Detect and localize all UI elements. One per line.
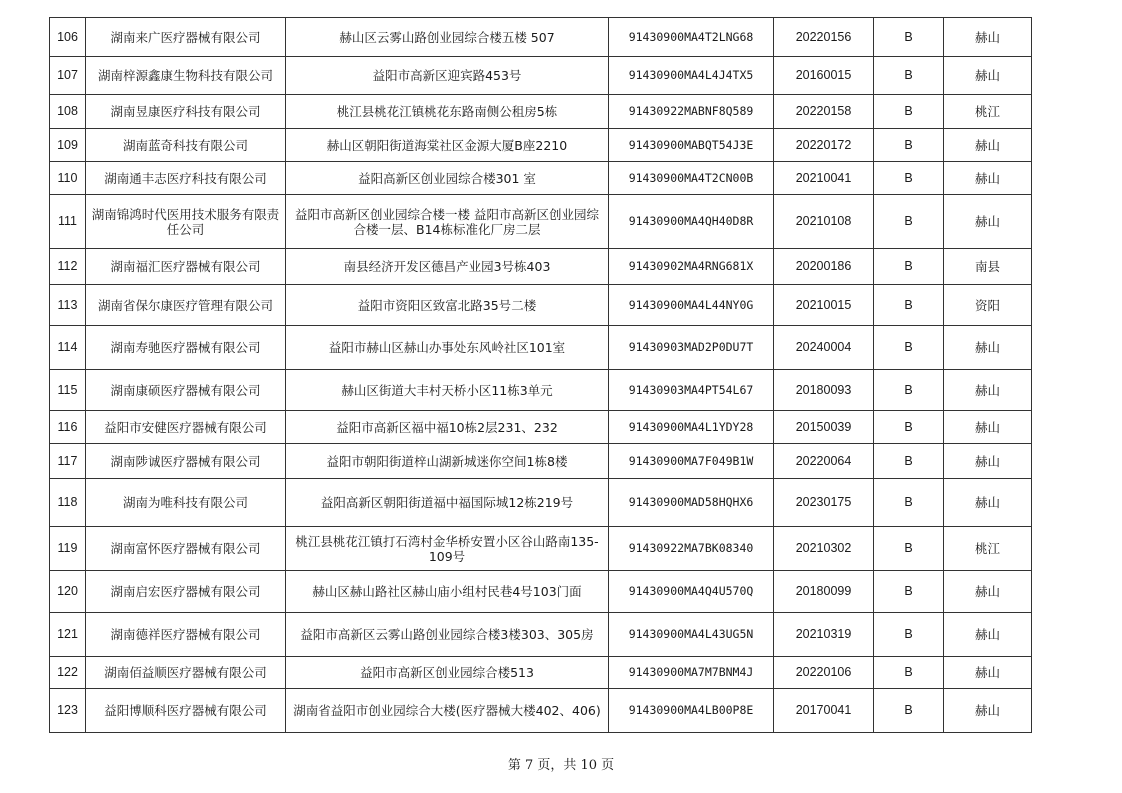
grade: B (874, 285, 944, 326)
row-number: 111 (50, 195, 86, 249)
credit-code: 91430900MA4T2LNG68 (609, 18, 774, 57)
row-number: 110 (50, 162, 86, 195)
row-number: 117 (50, 444, 86, 479)
region: 赫山 (944, 657, 1032, 689)
company-name: 湖南昱康医疗科技有限公司 (86, 95, 286, 129)
row-number: 106 (50, 18, 86, 57)
company-address: 益阳市资阳区致富北路35号二楼 (286, 285, 609, 326)
region: 南县 (944, 249, 1032, 285)
company-name: 湖南德祥医疗器械有限公司 (86, 613, 286, 657)
record-number: 20180099 (774, 571, 874, 613)
company-name: 益阳博顺科医疗器械有限公司 (86, 689, 286, 733)
grade: B (874, 411, 944, 444)
record-number: 20210319 (774, 613, 874, 657)
record-number: 20200186 (774, 249, 874, 285)
credit-code: 91430900MA7F049B1W (609, 444, 774, 479)
record-number: 20150039 (774, 411, 874, 444)
page-number: 第 7 页，共 10 页 (507, 758, 615, 773)
record-number: 20220172 (774, 129, 874, 162)
grade: B (874, 18, 944, 57)
credit-code: 91430922MA7BK08340 (609, 527, 774, 571)
record-number: 20220158 (774, 95, 874, 129)
company-address: 益阳市赫山区赫山办事处东风岭社区101室 (286, 326, 609, 370)
company-address: 赫山区朝阳街道海棠社区金源大厦B座2210 (286, 129, 609, 162)
table-row (50, 444, 1032, 479)
grade: B (874, 95, 944, 129)
record-number: 20170041 (774, 689, 874, 733)
region: 赫山 (944, 479, 1032, 527)
grade: B (874, 370, 944, 411)
company-address: 赫山区街道大丰村天桥小区11栋3单元 (286, 370, 609, 411)
company-address: 益阳市朝阳街道梓山湖新城迷你空间1栋8楼 (286, 444, 609, 479)
table-row (50, 162, 1032, 195)
grade: B (874, 527, 944, 571)
company-name: 湖南为唯科技有限公司 (86, 479, 286, 527)
region: 赫山 (944, 411, 1032, 444)
record-number: 20210302 (774, 527, 874, 571)
region: 赫山 (944, 57, 1032, 95)
region: 赫山 (944, 162, 1032, 195)
company-name: 湖南来广医疗器械有限公司 (86, 18, 286, 57)
company-name: 湖南启宏医疗器械有限公司 (86, 571, 286, 613)
row-number: 118 (50, 479, 86, 527)
table-row (50, 195, 1032, 249)
company-name: 湖南锦鸿时代医用技术服务有限责任公司 (86, 195, 286, 249)
company-address: 益阳市高新区创业园综合楼513 (286, 657, 609, 689)
company-name: 湖南省保尔康医疗管理有限公司 (86, 285, 286, 326)
grade: B (874, 326, 944, 370)
company-name: 湖南佰益顺医疗器械有限公司 (86, 657, 286, 689)
grade: B (874, 162, 944, 195)
region: 赫山 (944, 18, 1032, 57)
row-number: 122 (50, 657, 86, 689)
table-row (50, 479, 1032, 527)
credit-code: 91430900MA4L43UG5N (609, 613, 774, 657)
row-number: 123 (50, 689, 86, 733)
table-row (50, 571, 1032, 613)
record-number: 20160015 (774, 57, 874, 95)
record-number: 20180093 (774, 370, 874, 411)
row-number: 108 (50, 95, 86, 129)
grade: B (874, 613, 944, 657)
company-address: 益阳市高新区创业园综合楼一楼 益阳市高新区创业园综合楼一层、B14栋标准化厂房二层 (286, 195, 609, 249)
company-address: 桃江县桃花江镇桃花东路南侧公租房5栋 (286, 95, 609, 129)
credit-code: 91430900MAD58HQHX6 (609, 479, 774, 527)
credit-code: 91430902MA4RNG681X (609, 249, 774, 285)
company-address: 益阳市高新区云雾山路创业园综合楼3楼303、305房 (286, 613, 609, 657)
company-name: 湖南寿驰医疗器械有限公司 (86, 326, 286, 370)
region: 桃江 (944, 527, 1032, 571)
company-address: 益阳市高新区迎宾路453号 (286, 57, 609, 95)
table-row (50, 689, 1032, 733)
table-row (50, 613, 1032, 657)
credit-code: 91430903MAD2P0DU7T (609, 326, 774, 370)
company-address: 赫山区云雾山路创业园综合楼五楼 507 (286, 18, 609, 57)
company-name: 湖南通丰志医疗科技有限公司 (86, 162, 286, 195)
table-row (50, 411, 1032, 444)
record-number: 20210041 (774, 162, 874, 195)
record-number: 20210108 (774, 195, 874, 249)
table-row (50, 18, 1032, 57)
table-row (50, 657, 1032, 689)
credit-code: 91430900MA7M7BNM4J (609, 657, 774, 689)
grade: B (874, 444, 944, 479)
company-name: 湖南蓝奇科技有限公司 (86, 129, 286, 162)
credit-code: 91430900MA4L4J4TX5 (609, 57, 774, 95)
credit-code: 91430900MA4T2CN00B (609, 162, 774, 195)
credit-code: 91430900MA4Q4U570Q (609, 571, 774, 613)
credit-code: 91430900MA4L1YDY28 (609, 411, 774, 444)
region: 赫山 (944, 129, 1032, 162)
row-number: 116 (50, 411, 86, 444)
company-name: 湖南陟诚医疗器械有限公司 (86, 444, 286, 479)
table-row (50, 249, 1032, 285)
table-row (50, 57, 1032, 95)
record-number: 20230175 (774, 479, 874, 527)
row-number: 114 (50, 326, 86, 370)
table-row (50, 285, 1032, 326)
credit-code: 91430903MA4PT54L67 (609, 370, 774, 411)
row-number: 115 (50, 370, 86, 411)
row-number: 109 (50, 129, 86, 162)
record-number: 20210015 (774, 285, 874, 326)
grade: B (874, 195, 944, 249)
region: 赫山 (944, 195, 1032, 249)
credit-code: 91430900MA4QH40D8R (609, 195, 774, 249)
company-address: 桃江县桃花江镇打石湾村金华桥安置小区谷山路南135-109号 (286, 527, 609, 571)
region: 赫山 (944, 370, 1032, 411)
region: 赫山 (944, 571, 1032, 613)
enterprise-table (49, 17, 1032, 733)
grade: B (874, 129, 944, 162)
company-name: 湖南梓源鑫康生物科技有限公司 (86, 57, 286, 95)
region: 资阳 (944, 285, 1032, 326)
row-number: 107 (50, 57, 86, 95)
region: 赫山 (944, 444, 1032, 479)
company-name: 湖南富怀医疗器械有限公司 (86, 527, 286, 571)
company-address: 益阳高新区朝阳街道福中福国际城12栋219号 (286, 479, 609, 527)
row-number: 120 (50, 571, 86, 613)
table-row (50, 370, 1032, 411)
credit-code: 91430900MA4LB00P8E (609, 689, 774, 733)
row-number: 113 (50, 285, 86, 326)
credit-code: 91430922MABNF8Q589 (609, 95, 774, 129)
table-row (50, 527, 1032, 571)
company-address: 益阳高新区创业园综合楼301 室 (286, 162, 609, 195)
credit-code: 91430900MABQT54J3E (609, 129, 774, 162)
table-row (50, 129, 1032, 162)
grade: B (874, 57, 944, 95)
grade: B (874, 657, 944, 689)
region: 赫山 (944, 326, 1032, 370)
enterprise-table-body (50, 18, 1032, 733)
grade: B (874, 689, 944, 733)
table-row (50, 326, 1032, 370)
company-address: 湖南省益阳市创业园综合大楼(医疗器械大楼402、406) (286, 689, 609, 733)
company-address: 赫山区赫山路社区赫山庙小组村民巷4号103门面 (286, 571, 609, 613)
region: 赫山 (944, 613, 1032, 657)
enterprise-table-container (49, 17, 1031, 733)
company-address: 益阳市高新区福中福10栋2层231、232 (286, 411, 609, 444)
region: 赫山 (944, 689, 1032, 733)
region: 桃江 (944, 95, 1032, 129)
record-number: 20220156 (774, 18, 874, 57)
record-number: 20220064 (774, 444, 874, 479)
row-number: 112 (50, 249, 86, 285)
grade: B (874, 479, 944, 527)
record-number: 20220106 (774, 657, 874, 689)
row-number: 121 (50, 613, 86, 657)
row-number: 119 (50, 527, 86, 571)
grade: B (874, 249, 944, 285)
credit-code: 91430900MA4L44NY0G (609, 285, 774, 326)
company-name: 湖南福汇医疗器械有限公司 (86, 249, 286, 285)
table-row (50, 95, 1032, 129)
grade: B (874, 571, 944, 613)
company-name: 湖南康硕医疗器械有限公司 (86, 370, 286, 411)
company-address: 南县经济开发区德昌产业园3号栋403 (286, 249, 609, 285)
record-number: 20240004 (774, 326, 874, 370)
company-name: 益阳市安健医疗器械有限公司 (86, 411, 286, 444)
